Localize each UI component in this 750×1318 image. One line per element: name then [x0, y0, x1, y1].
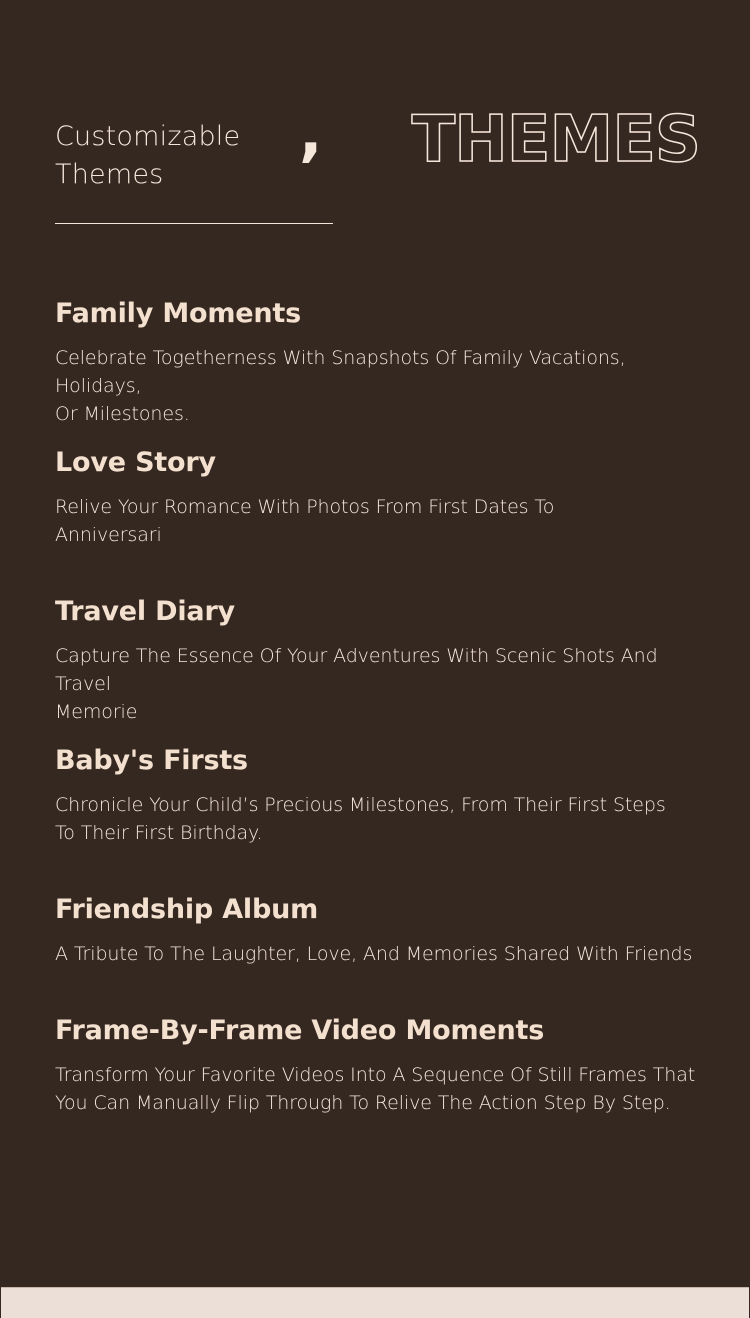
section-header	[55, 96, 700, 238]
theme-item-family-moments	[55, 296, 715, 445]
theme-title: Baby's Firsts	[55, 745, 248, 776]
theme-item-frame-by-frame	[55, 1013, 715, 1117]
theme-title: Family Moments	[55, 298, 301, 329]
theme-title: Frame-By-Frame Video Moments	[55, 1015, 545, 1046]
theme-description: A Tribute To The Laughter, Love, And Memories Shared With Friends	[55, 943, 693, 965]
theme-item-friendship-album	[55, 892, 715, 1013]
theme-description: Celebrate Togetherness With Snapshots Of Family Vacations, Holidays, Or Milestones.	[55, 347, 626, 425]
theme-description: Relive Your Romance With Photos From First Dates To Anniversari	[55, 496, 555, 546]
bottom-bar	[1, 1287, 749, 1318]
theme-item-babys-firsts	[55, 743, 715, 892]
themes-list	[55, 296, 715, 1117]
theme-description: Capture The Essence Of Your Adventures With Scenic Shots And Travel Memorie	[55, 645, 658, 723]
theme-description: Chronicle Your Child’s Precious Milestones, From Their First Steps To Their First Birthday.	[55, 794, 666, 844]
comma-icon: ,	[299, 96, 323, 169]
theme-title: Love Story	[55, 447, 216, 478]
outline-heading: THEMES	[411, 103, 700, 177]
header-divider	[55, 223, 333, 224]
theme-item-love-story	[55, 445, 715, 594]
theme-title: Travel Diary	[55, 596, 235, 627]
theme-title: Friendship Album	[55, 894, 319, 925]
theme-description: Transform Your Favorite Videos Into A Sequence Of Still Frames That You Can Manually Flip Through To Relive The Action Step By Step.	[55, 1064, 696, 1114]
section-subtitle: Customizable Themes	[55, 121, 241, 190]
theme-item-travel-diary	[55, 594, 715, 743]
